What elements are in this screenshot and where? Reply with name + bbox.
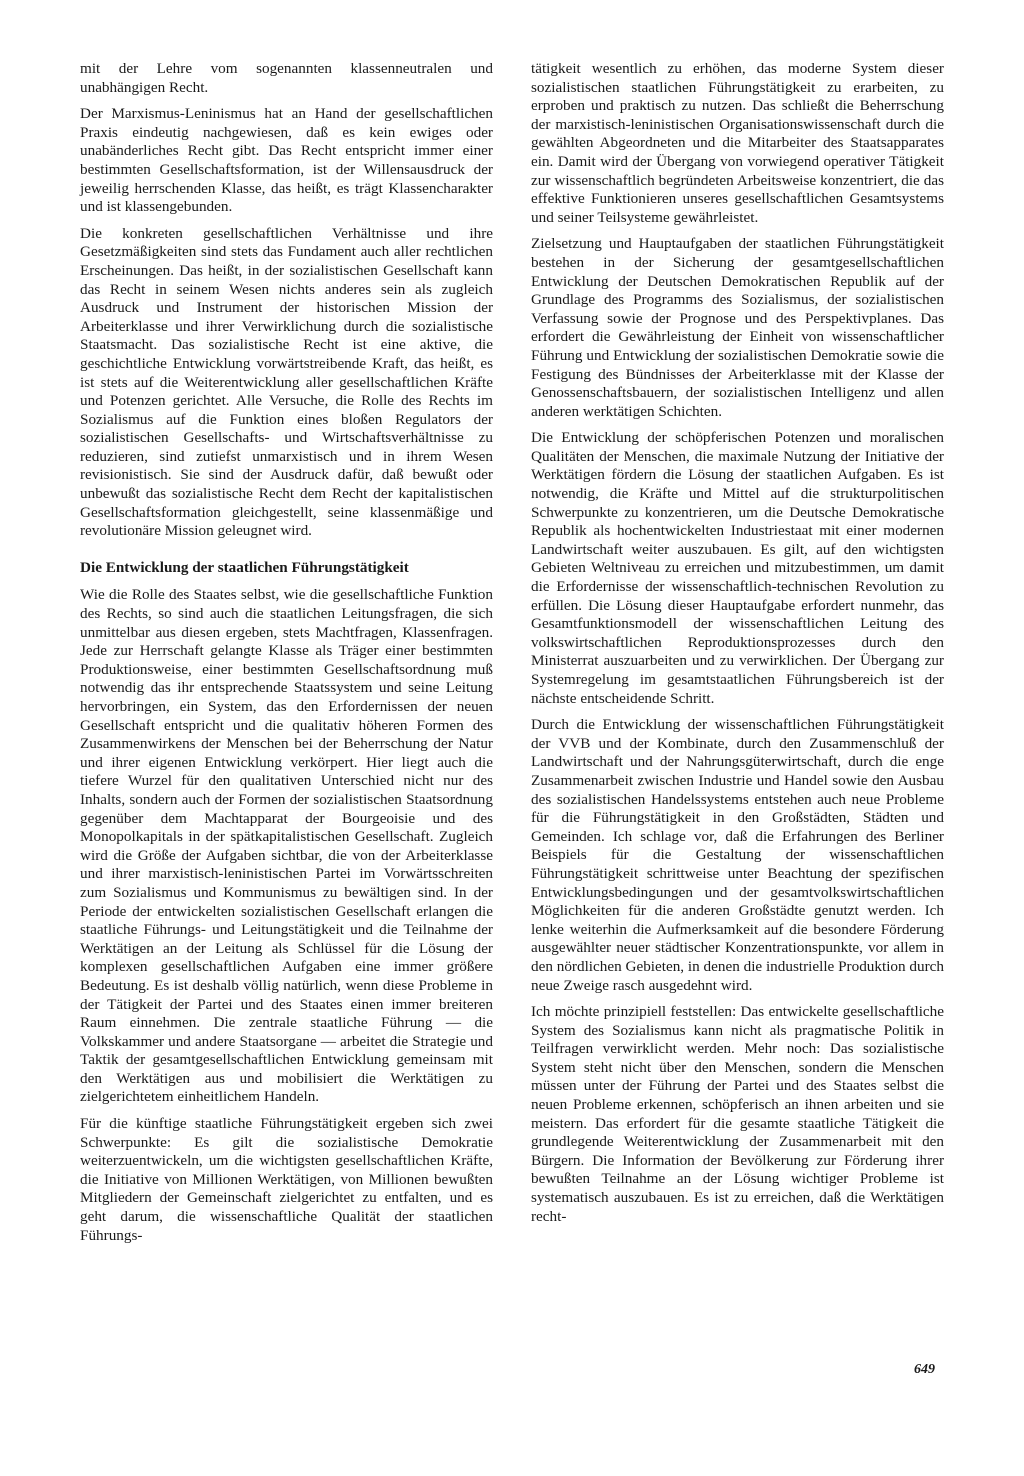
paragraph: Ich möchte prinzipiell feststellen: Das entwickelte gesellschaftliche System des Sozialismus kann nicht als pragmatische Politik in Teilfragen verwirklicht werden. Mehr noch: Das sozialistische System steht nicht über den Menschen, sondern die Menschen müssen unter der Führung der Partei und des Staates selbst die neuen Probleme erkennen, schöpferisch an ihnen arbeiten und sie meistern. Das erfordert für die gesamte staatliche Tätigkeit die grundlegende Weiterentwicklung der Zusammenarbeit mit den Bürgern. Die Information der Bevölkerung zur Förderung ihrer bewußten Teilnahme an der Lösung wichtiger Probleme ist systematisch auszubauen. Es ist zu erreichen, daß die Werktätigen recht- xyxy=(531,1003,944,1225)
paragraph: Der Marxismus-Leninismus hat an Hand der gesellschaftlichen Praxis eindeutig nachgewiesen, daß es kein ewiges oder unabänderliches Recht gibt. Das Recht entspricht immer einer bestimmten Gesellschaftsformation, ist der Willensausdruck der jeweilig herrschenden Klasse, das heißt, es trägt Klassencharakter und ist klassengebunden. xyxy=(80,105,493,216)
left-column xyxy=(80,60,493,1253)
paragraph: Wie die Rolle des Staates selbst, wie die gesellschaftliche Funktion des Rechts, so sind auch die staatlichen Leitungsfragen, die sich unmittelbar aus diesen ergeben, stets Machtfragen, Klassenfragen. Jede zur Herrschaft gelangte Klasse als Träger einer bestimmten Produktionsweise, einer bestimmten Gesellschaftsordnung muß notwendig das ihr entsprechende Staatssystem und seine Leitung hervorbringen, ein System, das den Erfordernissen der neuen Gesellschaft entspricht und die qualitativ höheren Formen des Zusammenwirkens der Menschen bei der Beherrschung der Natur und ihrer eigenen Entwicklung verkörpert. Hier liegt auch die tiefere Wurzel für den qualitativen Unterschied nicht nur des Inhalts, sondern auch der Formen der sozialistischen Staatsordnung gegenüber dem Machtapparat der Bourgeoisie und des Monopolkapitals in der spätkapitalistischen Gesellschaft. Zugleich wird die Größe der Aufgaben sichtbar, die von der Arbeiterklasse und ihrer marxistisch-leninistischen Partei im Vorwärtsschreiten zum Sozialismus und Kommunismus zu bewältigen sind. In der Periode der entwickelten sozialistischen Gesellschaft erlangen die staatliche Führungs- und Leitungstätigkeit und die Teilnahme der Werktätigen an der Leitung als Schlüssel für die Lösung der komplexen gesellschaftlichen Aufgaben eine immer größere Bedeutung. Es ist deshalb völlig natürlich, wenn diese Probleme in der Tätigkeit der Partei und des Staates einen immer breiteren Raum einnehmen. Die zentrale staatliche Führung — die Volkskammer und andere Staatsorgane — arbeitet die Strategie und Taktik der gesamtgesellschaftlichen Entwicklung gemeinsam mit den Werktätigen aus und mobilisiert die Werktätigen zu zielgerichtetem einheitlichem Handeln. xyxy=(80,586,493,1106)
paragraph: Durch die Entwicklung der wissenschaftlichen Führungstätigkeit der VVB und der Kombinate, durch den Zusammenschluß der Landwirtschaft und der Nahrungsgüterwirtschaft, durch die enge Zusammenarbeit zwischen Industrie und Handel sowie den Ausbau des sozialistischen Handelssystems entstehen auch neue Probleme für die Führungstätigkeit in den Großstädten, Städten und Gemeinden. Ich schlage vor, daß die Erfahrungen des Berliner Beispiels für die Gestaltung der wissenschaftlichen Führungstätigkeit schrittweise unter Beachtung der spezifischen Entwicklungsbedingungen und der gesamtvolkswirtschaftlichen Möglichkeiten für die anderen Großstädte genutzt werden. Ich lenke weiterhin die Aufmerksamkeit auf die besondere Förderung ausgewählter neuer städtischer Konzentrationspunkte, vor allem in den nördlichen Gebieten, in denen die industrielle Produktion durch neue Zweige rasch ausgedehnt wird. xyxy=(531,716,944,994)
paragraph: Die Entwicklung der schöpferischen Potenzen und moralischen Qualitäten der Menschen, die maximale Nutzung der Initiative der Werktätigen fördern die Lösung der staatlichen Aufgaben. Es ist notwendig, die Kräfte und Mittel auf die strukturpolitischen Schwerpunkte zu konzentrieren, um die Deutsche Demokratische Republik als hochentwickelten Industriestaat mit einer modernen Landwirtschaft weiter auszubauen. Es gilt, auf den wichtigsten Gebieten Weltniveau zu erreichen und mitzubestimmen, um damit die Erfordernisse der wissenschaftlich-technischen Revolution zu erfüllen. Die Lösung dieser Hauptaufgabe erfordert nunmehr, das Gesamtfunktionsmodell der wissenschaftlichen Leitung des volkswirtschaftlichen Reproduktionsprozesses durch den Ministerrat auszuarbeiten und zu verwirklichen. Der Übergang zur Systemregelung im gesamtstaatlichen Führungsbereich ist der nächste entscheidende Schritt. xyxy=(531,429,944,707)
paragraph: tätigkeit wesentlich zu erhöhen, das moderne System dieser sozialistischen staatlichen Führungstätigkeit zu erarbeiten, zu erproben und praktisch zu nutzen. Das schließt die Beherrschung der marxistisch-leninistischen Organisationswissenschaft durch die gewählten Abgeordneten und die Mitarbeiter des Staatsapparates ein. Damit wird der Übergang von vorwiegend operativer Tätigkeit zur wissenschaftlich begründeten Arbeitsweise konzentriert, die das effektive Funktionieren unseres gesellschaftlichen Gesamtsystems und seiner Teilsysteme gewährleistet. xyxy=(531,60,944,226)
page-number: 649 xyxy=(914,1362,935,1377)
paragraph: Zielsetzung und Hauptaufgaben der staatlichen Führungstätigkeit bestehen in der Sicherung der gesamtgesellschaftlichen Entwicklung der Deutschen Demokratischen Republik auf der Grundlage des Programms des Sozialismus, der sozialistischen Verfassung sowie der Prognose und des Perspektivplanes. Das erfordert die Gewährleistung der Einheit von wissenschaftlicher Führung und Entwicklung der sozialistischen Demokratie sowie die Festigung des Bündnisses der Arbeiterklasse mit der Klasse der Genossenschaftsbauern, der sozialistischen Intelligenz und allen anderen werktätigen Schichten. xyxy=(531,235,944,420)
paragraph: Für die künftige staatliche Führungstätigkeit ergeben sich zwei Schwerpunkte: Es gilt die sozialistische Demokratie weiterzuentwickeln, um die wichtigsten gesellschaftlichen Kräfte, die Initiative von Millionen Werktätigen, von Millionen bewußten Mitgliedern der Gemeinschaft zielgerichtet zu entfalten, und es geht darum, die wissenschaftliche Qualität der staatlichen Führungs- xyxy=(80,1115,493,1244)
section-heading: Die Entwicklung der staatlichen Führungstätigkeit xyxy=(80,558,409,576)
paragraph: mit der Lehre vom sogenannten klassenneutralen und unabhängigen Recht. xyxy=(80,60,493,96)
right-column xyxy=(531,60,944,1234)
paragraph: Die konkreten gesellschaftlichen Verhältnisse und ihre Gesetzmäßigkeiten sind stets das Fundament auch aller rechtlichen Erscheinungen. Das heißt, in der sozialistischen Gesellschaft kann das Recht in seinem Wesen nichts anderes sein als zugleich Ausdruck und Instrument der historischen Mission der Arbeiterklasse und ihrer Verwirklichung durch die sozialistische Staatsmacht. Das sozialistische Recht ist eine aktive, die geschichtliche Entwicklung vorwärtstreibende Kraft, das heißt, es ist stets auf die Weiterentwicklung aller gesellschaftlichen Kräfte und Potenzen gerichtet. Alle Versuche, die Rolle des Rechts im Sozialismus auf die Funktion eines bloßen Regulators der sozialistischen Gesellschafts- und Wirtschaftsverhältnisse zu reduzieren, sind zutiefst unmarxistisch und in ihrem Wesen revisionistisch. Sie sind der Ausdruck dafür, daß bewußt oder unbewußt das sozialistische Recht dem Recht der kapitalistischen Gesellschaftsformation gleichgestellt, seine klassenmäßige und revolutionäre Mission geleugnet wird. xyxy=(80,224,493,540)
